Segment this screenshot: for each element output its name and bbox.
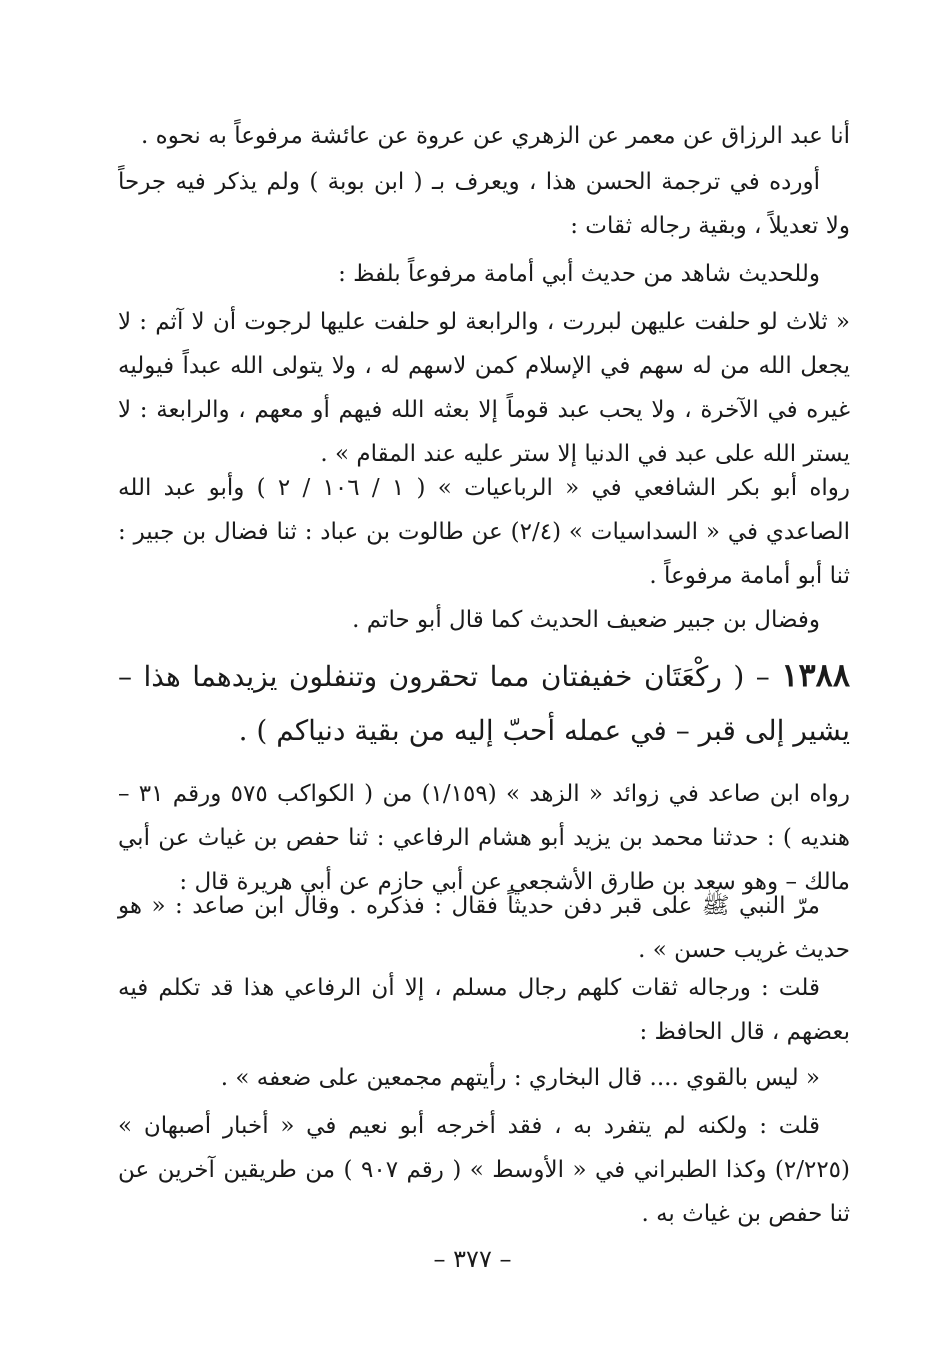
paragraph-takhrij: رواه أبو بكر الشافعي في « الرباعيات » ( ١ / ١٠٦ / ٢ ) وأبو عبد الله الصاعدي في « السداسيات » (٢/٤) عن طالوت بن عباد : ثنا فضال بن جبير : ثنا أبو أمامة مرفوعاً . [118, 475, 851, 589]
commentary-hafiz-quote: « ليس بالقوي .... قال البخاري : رأيتهم مجمعين على ضعفه » . [220, 1065, 820, 1091]
paragraph-narrator-note: أورده في ترجمة الحسن هذا ، ويعرف بـ ( ابن بوبة ) ولم يذكر فيه جرحاً ولا تعديلاً ، وبقية رجاله ثقات : [118, 169, 850, 239]
hadith-text: – ( ركْعَتَان خفيفتان مما تحقرون وتنفلون يزيدهما هذا – يشير إلى قبر – في عمله أحبّ إليه من بقية دنياكم ) . [118, 660, 850, 747]
paragraph-shahid-text: « ثلاث لو حلفت عليهن لبررت ، والرابعة لو حلفت عليها لرجوت أن لا آثم : لا يجعل الله من له سهم في الإسلام كمن لاسهم له ، ولا يتولى الله عبداً فيوليه غيره في الآخرة ، ولا يحب عبد قوماً إلا بعثه الله فيهم أو معهم ، والرابعة : لا يستر الله على عبد في الدنيا إلا ستر عليه عند المقام » . [118, 309, 850, 467]
paragraph-fadal-note: وفضال بن جبير ضعيف الحديث كما قال أبو حاتم . [352, 607, 820, 633]
hadith-number: ١٣٨٨ [781, 656, 850, 694]
paragraph-shahid-intro: وللحديث شاهد من حديث أبي أمامة مرفوعاً بلفظ : [338, 261, 820, 287]
page-number: – ٣٧٧ – [433, 1245, 512, 1273]
commentary-takhrij: رواه ابن صاعد في زوائد « الزهد » (١/١٥٩) من ( الكواكب ٥٧٥ ورقم ٣١ – هنديه ) : حدثنا محمد بن يزيد أبو هشام الرفاعي : ثنا حفص بن غياث عن أبي مالك – وهو سعد بن طارق الأشجعي عن أبي حازم عن أبي هريرة قال : [118, 781, 850, 895]
paragraph-isnad-continuation: أنا عبد الرزاق عن معمر عن الزهري عن عروة عن عائشة مرفوعاً به نحوه . [141, 123, 850, 149]
commentary-narration: مرّ النبي ﷺ على قبر دفن حديثاً فقال : فذكره . وقال ابن صاعد : « هو حديث غريب حسن » . [118, 893, 850, 963]
commentary-supporting-routes: قلت : ولكنه لم يتفرد به ، فقد أخرجه أبو نعيم في « أخبار أصبهان » (٢/٢٢٥) وكذا الطبراني في « الأوسط » ( رقم ٩٠٧ ) من طريقين آخرين عن ثنا حفص بن غياث به . [118, 1113, 851, 1227]
hadith-heading [118, 648, 850, 758]
commentary-grading: قلت : ورجاله ثقات كلهم رجال مسلم ، إلا أن الرفاعي هذا قد تكلم فيه بعضهم ، قال الحافظ : [118, 975, 850, 1045]
